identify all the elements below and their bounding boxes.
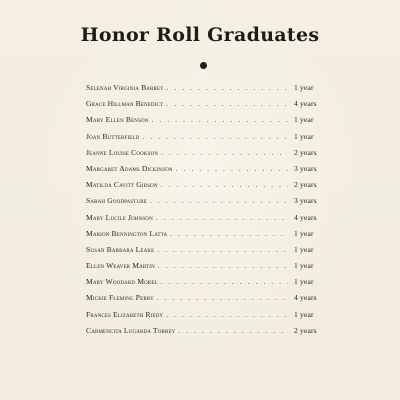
list-item — [86, 226, 326, 242]
graduate-name: Ellen Weaver Martin — [86, 261, 155, 271]
dot-leader — [176, 161, 288, 177]
dot-leader — [142, 129, 288, 145]
graduate-name: Mickie Fleming Perry — [86, 293, 154, 303]
list-item — [86, 129, 326, 145]
dot-leader — [166, 307, 288, 323]
list-item — [86, 258, 326, 274]
graduate-years: 4 years — [294, 212, 317, 222]
list-item — [86, 161, 326, 177]
graduate-years: 3 years — [294, 163, 317, 173]
graduate-years: 2 years — [294, 180, 317, 190]
graduate-name: Joan Butterfield — [86, 131, 140, 141]
dot-leader — [161, 274, 288, 290]
graduate-years: 1 year — [294, 309, 314, 319]
graduate-years: 1 year — [294, 244, 314, 254]
list-item — [86, 290, 326, 306]
dot-leader — [161, 177, 288, 193]
dot-leader — [161, 145, 288, 161]
graduate-name: Mary Ellen Benson — [86, 115, 149, 125]
dot-leader — [178, 323, 288, 339]
graduate-name: Jeanne Louise Cookson — [86, 147, 159, 157]
list-item — [86, 274, 326, 290]
graduate-years: 1 year — [294, 83, 314, 92]
dot-leader — [166, 96, 288, 112]
graduate-years: 1 year — [294, 228, 314, 238]
ornament-dot — [200, 62, 207, 69]
graduate-years: 2 years — [294, 147, 317, 157]
graduate-years: 1 year — [294, 277, 314, 287]
list-item — [86, 177, 326, 193]
graduate-name: Matilda Cavitt Gibson — [86, 180, 158, 190]
dot-leader — [150, 193, 288, 209]
dot-leader — [158, 258, 288, 274]
dot-leader — [152, 112, 288, 128]
graduate-years: 3 years — [294, 196, 317, 206]
graduate-name: Grace Hillman Benedict — [86, 99, 164, 109]
list-item — [86, 145, 326, 161]
dot-leader — [157, 290, 288, 306]
graduate-years: 1 year — [294, 115, 314, 125]
list-item — [86, 112, 326, 128]
graduate-name: Frances Elizabeth Riedy — [86, 309, 164, 319]
dot-leader — [157, 242, 288, 258]
graduate-name: Carmencita Lugarda Torrey — [86, 325, 176, 335]
list-item — [86, 80, 326, 96]
graduate-name: Susan Barbara Leake — [86, 244, 155, 254]
graduate-name: Marion Bennington Latta — [86, 228, 168, 238]
list-item — [86, 242, 326, 258]
honor-roll-list — [86, 80, 326, 339]
list-item — [86, 210, 326, 226]
dot-leader — [156, 210, 288, 226]
graduate-years: 4 years — [294, 99, 317, 109]
graduate-name: Mary Woodard Morel — [86, 277, 158, 287]
list-item — [86, 307, 326, 323]
graduate-name: Sarah Goodpasture — [86, 196, 147, 206]
page-title: Honor Roll Graduates — [80, 24, 320, 46]
graduate-name: Mary Lucile Johnson — [86, 212, 153, 222]
dot-leader — [166, 80, 288, 96]
graduate-name: Margaret Adams Dickinson — [86, 163, 173, 173]
graduate-years: 1 year — [294, 261, 314, 271]
graduate-years: 4 years — [294, 293, 317, 303]
graduate-name: Selenah Virginia Barret — [86, 83, 164, 92]
graduate-years: 2 years — [294, 325, 317, 335]
list-item — [86, 96, 326, 112]
graduate-years: 1 year — [294, 131, 314, 141]
list-item — [86, 323, 326, 339]
dot-leader — [170, 226, 288, 242]
list-item — [86, 193, 326, 209]
